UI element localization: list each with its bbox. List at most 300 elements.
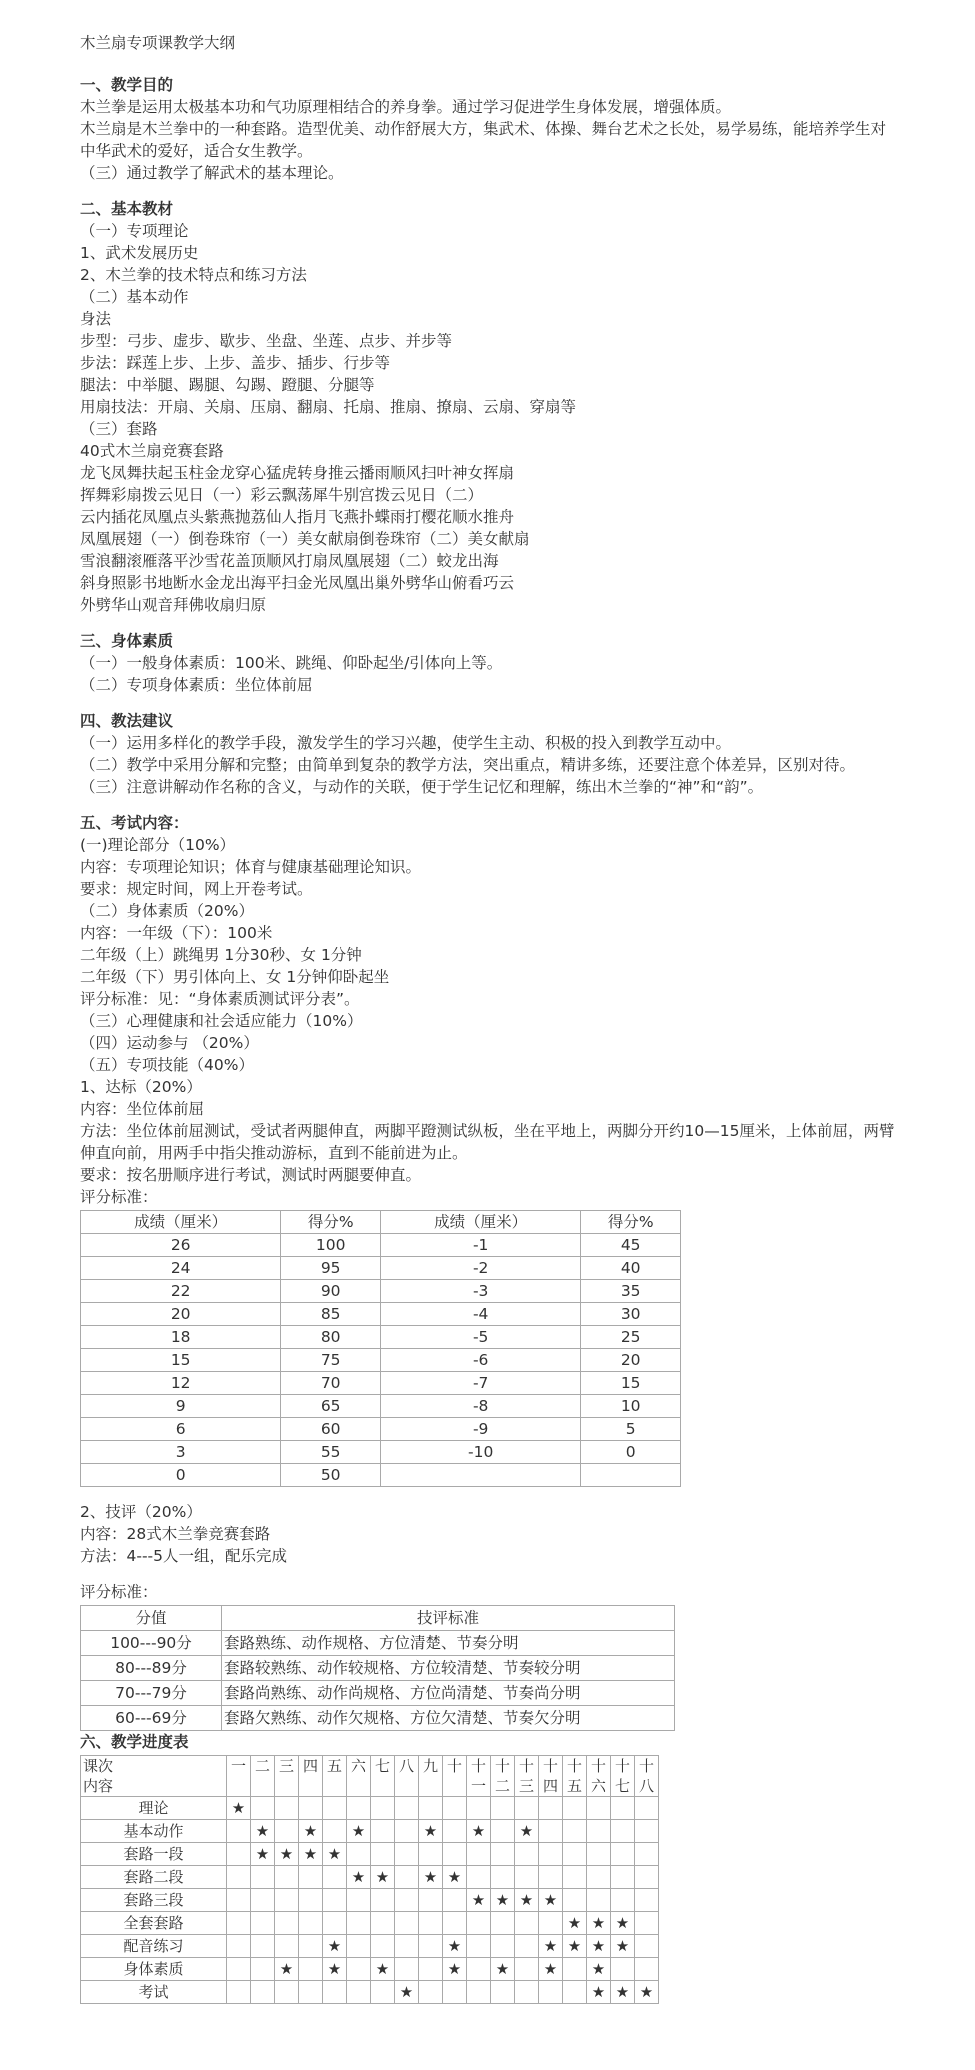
text-line: (一)理论部分（10%） <box>80 836 236 854</box>
schedule-row <box>81 1866 659 1889</box>
schedule-cell <box>611 1843 635 1866</box>
session-char: 四 <box>302 1757 318 1775</box>
schedule-cell <box>419 1889 443 1912</box>
schedule-cell <box>323 1912 347 1935</box>
schedule-cell <box>467 1866 491 1889</box>
schedule-cell <box>395 1797 419 1820</box>
schedule-cell <box>419 1843 443 1866</box>
schedule-cell <box>227 1958 251 1981</box>
schedule-row-label: 全套套路 <box>81 1912 227 1935</box>
schedule-cell <box>227 1797 251 1820</box>
schedule-cell <box>611 1866 635 1889</box>
schedule-cell <box>587 1866 611 1889</box>
section-materials <box>80 198 960 616</box>
table-cell: 65 <box>281 1395 381 1418</box>
schedule-row-label: 理论 <box>81 1797 227 1820</box>
schedule-cell <box>635 1981 659 2004</box>
star-icon: ★ <box>327 1960 342 1978</box>
doc-title: 木兰扇专项课教学大纲 <box>80 34 236 52</box>
schedule-cell <box>227 1843 251 1866</box>
star-icon: ★ <box>423 1822 438 1840</box>
schedule-cell <box>251 1889 275 1912</box>
table-row <box>81 1280 681 1303</box>
table-header: 得分% <box>281 1211 381 1234</box>
schedule-cell <box>563 1797 587 1820</box>
schedule-cell <box>587 1797 611 1820</box>
text-line: 龙飞凤舞扶起玉柱金龙穿心猛虎转身推云播雨顺风扫叶神女挥扇 <box>80 464 515 482</box>
text-line: 评分标准： <box>80 1188 158 1206</box>
star-icon: ★ <box>567 1914 582 1932</box>
schedule-cell <box>515 1820 539 1843</box>
star-icon: ★ <box>447 1960 462 1978</box>
table-cell: 20 <box>581 1349 681 1372</box>
text-line: 凤凰展翅（一）倒卷珠帘（一）美女献扇倒卷珠帘（二）美女献扇 <box>80 530 530 548</box>
schedule-cell <box>227 1889 251 1912</box>
schedule-cell <box>611 1889 635 1912</box>
paragraph: （三）注意讲解动作名称的含义，与动作的关联，便于学生记忆和理解，练出木兰拳的“神”和“韵”。 <box>80 778 764 796</box>
schedule-cell <box>563 1843 587 1866</box>
schedule-cell <box>251 1912 275 1935</box>
session-char: 十 <box>614 1757 630 1775</box>
schedule-row <box>81 1843 659 1866</box>
text-line: （四）运动参与 （20%） <box>80 1034 259 1052</box>
schedule-cell <box>611 1935 635 1958</box>
schedule-cell <box>611 1797 635 1820</box>
table-cell: 24 <box>81 1257 281 1280</box>
star-icon: ★ <box>615 1937 630 1955</box>
paragraph: （一）运用多样化的教学手段，激发学生的学习兴趣，使学生主动、积极的投入到教学互动中。 <box>80 734 732 752</box>
schedule-cell <box>299 1912 323 1935</box>
schedule-cell <box>563 1935 587 1958</box>
star-icon: ★ <box>303 1822 318 1840</box>
schedule-cell <box>539 1797 563 1820</box>
star-icon: ★ <box>447 1937 462 1955</box>
text-line: 二年级（下）男引体向上、女 1分钟仰卧起坐 <box>80 968 390 986</box>
session-char: 二 <box>254 1757 270 1775</box>
session-char: 十 <box>470 1757 486 1775</box>
schedule-cell <box>323 1843 347 1866</box>
text-line: 1、武术发展历史 <box>80 244 199 262</box>
schedule-cell <box>635 1866 659 1889</box>
star-icon: ★ <box>471 1822 486 1840</box>
schedule-cell <box>371 1981 395 2004</box>
star-icon: ★ <box>615 1983 630 2001</box>
star-icon: ★ <box>519 1891 534 1909</box>
session-header <box>587 1756 611 1797</box>
schedule-cell <box>275 1958 299 1981</box>
text-line: （二）基本动作 <box>80 288 189 306</box>
table-cell: 15 <box>581 1372 681 1395</box>
session-header <box>299 1756 323 1797</box>
star-icon: ★ <box>591 1937 606 1955</box>
schedule-cell <box>515 1797 539 1820</box>
schedule-cell <box>515 1981 539 2004</box>
star-icon: ★ <box>399 1983 414 2001</box>
schedule-cell <box>395 1981 419 2004</box>
schedule-cell <box>611 1981 635 2004</box>
schedule-cell <box>227 1912 251 1935</box>
text-line: 2、木兰拳的技术特点和练习方法 <box>80 266 307 284</box>
schedule-cell <box>275 1981 299 2004</box>
schedule-cell <box>635 1935 659 1958</box>
schedule-cell <box>347 1843 371 1866</box>
schedule-cell <box>539 1935 563 1958</box>
table-cell: 50 <box>281 1464 381 1487</box>
schedule-cell <box>563 1981 587 2004</box>
session-header <box>395 1756 419 1797</box>
schedule-cell <box>467 1935 491 1958</box>
schedule-cell <box>539 1958 563 1981</box>
schedule-cell <box>635 1912 659 1935</box>
schedule-cell <box>563 1820 587 1843</box>
schedule-cell <box>395 1843 419 1866</box>
schedule-cell <box>443 1958 467 1981</box>
section-heading: 四、教法建议 <box>80 712 174 730</box>
schedule-cell <box>299 1843 323 1866</box>
schedule-cell <box>299 1889 323 1912</box>
section-schedule <box>80 1731 960 2004</box>
table-header: 技评标准 <box>222 1606 675 1631</box>
star-icon: ★ <box>543 1960 558 1978</box>
schedule-cell <box>491 1935 515 1958</box>
schedule-cell <box>491 1958 515 1981</box>
corner-label: 课次 <box>83 1757 114 1775</box>
schedule-cell <box>299 1866 323 1889</box>
text-line: （三）心理健康和社会适应能力（10%） <box>80 1012 363 1030</box>
schedule-cell <box>635 1958 659 1981</box>
schedule-cell <box>275 1889 299 1912</box>
session-char: 十 <box>494 1757 510 1775</box>
session-char: 八 <box>638 1777 654 1795</box>
star-icon: ★ <box>255 1845 270 1863</box>
text-line: 斜身照影书地断水金龙出海平扫金光凤凰出巢外劈华山俯看巧云 <box>80 574 515 592</box>
schedule-cell <box>419 1912 443 1935</box>
schedule-cell <box>395 1958 419 1981</box>
table-header: 分值 <box>81 1606 222 1631</box>
schedule-cell <box>323 1797 347 1820</box>
schedule-row <box>81 1797 659 1820</box>
text-line: 2、技评（20%） <box>80 1503 202 1521</box>
schedule-cell <box>395 1935 419 1958</box>
schedule-row-label: 套路二段 <box>81 1866 227 1889</box>
schedule-cell <box>275 1820 299 1843</box>
star-icon: ★ <box>327 1937 342 1955</box>
star-icon: ★ <box>567 1937 582 1955</box>
schedule-cell <box>323 1935 347 1958</box>
skill-rating-table <box>80 1605 675 1731</box>
schedule-cell <box>299 1935 323 1958</box>
session-char: 二 <box>494 1777 510 1795</box>
table-cell: 套路欠熟练、动作欠规格、方位欠清楚、节奏欠分明 <box>222 1706 675 1731</box>
text-line: 评分标准：见：“身体素质测试评分表”。 <box>80 990 360 1008</box>
schedule-cell <box>491 1912 515 1935</box>
table-cell: -5 <box>380 1326 580 1349</box>
schedule-cell <box>227 1820 251 1843</box>
paragraph: （三）通过教学了解武术的基本理论。 <box>80 164 344 182</box>
schedule-cell <box>443 1935 467 1958</box>
schedule-cell <box>347 1958 371 1981</box>
table-cell: 90 <box>281 1280 381 1303</box>
schedule-cell <box>467 1912 491 1935</box>
schedule-cell <box>419 1981 443 2004</box>
schedule-cell <box>251 1981 275 2004</box>
schedule-cell <box>491 1981 515 2004</box>
corner-label: 内容 <box>83 1777 114 1795</box>
star-icon: ★ <box>351 1868 366 1886</box>
schedule-cell <box>467 1981 491 2004</box>
section-teaching-advice <box>80 710 960 798</box>
table-header: 成绩（厘米） <box>81 1211 281 1234</box>
session-char: 十 <box>638 1757 654 1775</box>
text-line: （五）专项技能（40%） <box>80 1056 254 1074</box>
table-cell: 100---90分 <box>81 1631 222 1656</box>
schedule-cell <box>443 1866 467 1889</box>
schedule-cell <box>539 1866 563 1889</box>
session-char: 三 <box>278 1757 294 1775</box>
text-line: 腿法：中举腿、踢腿、勾踢、蹬腿、分腿等 <box>80 376 375 394</box>
star-icon: ★ <box>519 1822 534 1840</box>
star-icon: ★ <box>495 1891 510 1909</box>
session-char: 十 <box>446 1757 462 1775</box>
session-char: 十 <box>590 1757 606 1775</box>
schedule-cell <box>539 1912 563 1935</box>
text-line: 评分标准： <box>80 1583 158 1601</box>
table-cell: 3 <box>81 1441 281 1464</box>
schedule-cell <box>251 1935 275 1958</box>
schedule-cell <box>371 1797 395 1820</box>
schedule-table <box>80 1755 659 2004</box>
star-icon: ★ <box>543 1891 558 1909</box>
session-header <box>419 1756 443 1797</box>
session-char: 五 <box>566 1777 582 1795</box>
session-char: 三 <box>518 1777 534 1795</box>
text-line: 方法：4---5人一组，配乐完成 <box>80 1547 288 1565</box>
star-icon: ★ <box>447 1868 462 1886</box>
star-icon: ★ <box>375 1960 390 1978</box>
session-header <box>539 1756 563 1797</box>
schedule-cell <box>323 1820 347 1843</box>
schedule-cell <box>251 1866 275 1889</box>
table-cell: 45 <box>581 1234 681 1257</box>
text-line: 要求：规定时间，网上开卷考试。 <box>80 880 313 898</box>
session-header <box>563 1756 587 1797</box>
schedule-cell <box>299 1797 323 1820</box>
schedule-cell <box>491 1820 515 1843</box>
table-row <box>81 1418 681 1441</box>
schedule-cell <box>515 1889 539 1912</box>
star-icon: ★ <box>615 1914 630 1932</box>
schedule-cell <box>251 1820 275 1843</box>
table-header: 成绩（厘米） <box>380 1211 580 1234</box>
paragraph: （二）教学中采用分解和完整；由简单到复杂的教学方法，突出重点，精讲多练，还要注意个体差异，区别对待。 <box>80 756 856 774</box>
table-cell: -3 <box>380 1280 580 1303</box>
table-header: 得分% <box>581 1211 681 1234</box>
table-cell: 60---69分 <box>81 1706 222 1731</box>
table-row <box>81 1706 675 1731</box>
schedule-cell <box>323 1981 347 2004</box>
text-line: 外劈华山观音拜佛收扇归原 <box>80 596 267 614</box>
table-cell: 6 <box>81 1418 281 1441</box>
schedule-cell <box>587 1912 611 1935</box>
schedule-cell <box>347 1912 371 1935</box>
text-line: 步型：弓步、虚步、歇步、坐盘、坐莲、点步、并步等 <box>80 332 453 350</box>
schedule-corner-header <box>81 1756 227 1797</box>
schedule-cell <box>515 1843 539 1866</box>
table-row <box>81 1656 675 1681</box>
table-cell: 22 <box>81 1280 281 1303</box>
schedule-cell <box>515 1866 539 1889</box>
schedule-cell <box>587 1843 611 1866</box>
table-cell: 80---89分 <box>81 1656 222 1681</box>
session-char: 七 <box>614 1777 630 1795</box>
schedule-cell <box>323 1958 347 1981</box>
table-cell: 100 <box>281 1234 381 1257</box>
schedule-cell <box>443 1820 467 1843</box>
session-char: 十 <box>566 1757 582 1775</box>
text-line: 内容：一年级（下）：100米 <box>80 924 273 942</box>
schedule-cell <box>371 1958 395 1981</box>
schedule-cell <box>635 1797 659 1820</box>
session-header <box>227 1756 251 1797</box>
star-icon: ★ <box>231 1799 246 1817</box>
schedule-cell <box>347 1820 371 1843</box>
schedule-cell <box>299 1958 323 1981</box>
table-cell: 35 <box>581 1280 681 1303</box>
star-icon: ★ <box>351 1822 366 1840</box>
session-char: 十 <box>518 1757 534 1775</box>
session-char: 四 <box>542 1777 558 1795</box>
schedule-cell <box>467 1797 491 1820</box>
schedule-cell <box>371 1889 395 1912</box>
schedule-cell <box>275 1912 299 1935</box>
table-cell: -8 <box>380 1395 580 1418</box>
text-line: （二）专项身体素质：坐位体前屈 <box>80 676 313 694</box>
section-heading: 三、身体素质 <box>80 632 174 650</box>
schedule-cell <box>443 1797 467 1820</box>
star-icon: ★ <box>279 1845 294 1863</box>
flexibility-score-table <box>80 1210 681 1487</box>
schedule-cell <box>467 1958 491 1981</box>
schedule-cell <box>275 1797 299 1820</box>
table-row <box>81 1464 681 1487</box>
schedule-cell <box>323 1866 347 1889</box>
session-header <box>275 1756 299 1797</box>
schedule-row-label: 套路一段 <box>81 1843 227 1866</box>
schedule-cell <box>251 1843 275 1866</box>
schedule-cell <box>299 1981 323 2004</box>
text-line: 1、达标（20%） <box>80 1078 202 1096</box>
table-row <box>81 1441 681 1464</box>
table-cell: 套路较熟练、动作较规格、方位较清楚、节奏较分明 <box>222 1656 675 1681</box>
schedule-cell <box>467 1889 491 1912</box>
schedule-cell <box>419 1797 443 1820</box>
table-row <box>81 1395 681 1418</box>
session-char: 六 <box>590 1777 606 1795</box>
schedule-row-label: 基本动作 <box>81 1820 227 1843</box>
section-exam <box>80 812 960 1731</box>
schedule-cell <box>539 1820 563 1843</box>
table-cell: -4 <box>380 1303 580 1326</box>
session-char: 一 <box>230 1757 246 1775</box>
text-line: 内容：专项理论知识；体育与健康基础理论知识。 <box>80 858 422 876</box>
session-header <box>611 1756 635 1797</box>
text-line: 二年级（上）跳绳男 1分30秒、女 1分钟 <box>80 946 362 964</box>
table-cell: 9 <box>81 1395 281 1418</box>
table-row <box>81 1681 675 1706</box>
schedule-cell <box>443 1843 467 1866</box>
section-heading: 五、考试内容： <box>80 814 189 832</box>
schedule-row-label: 配音练习 <box>81 1935 227 1958</box>
star-icon: ★ <box>495 1960 510 1978</box>
table-cell: 60 <box>281 1418 381 1441</box>
table-row <box>81 1349 681 1372</box>
schedule-cell <box>539 1843 563 1866</box>
session-header <box>467 1756 491 1797</box>
table-cell: -1 <box>380 1234 580 1257</box>
schedule-cell <box>227 1981 251 2004</box>
schedule-cell <box>563 1958 587 1981</box>
star-icon: ★ <box>375 1868 390 1886</box>
schedule-cell <box>515 1935 539 1958</box>
schedule-cell <box>347 1889 371 1912</box>
schedule-cell <box>275 1843 299 1866</box>
schedule-cell <box>395 1820 419 1843</box>
schedule-row <box>81 1981 659 2004</box>
session-header <box>443 1756 467 1797</box>
text-line: 内容：28式木兰拳竞赛套路 <box>80 1525 271 1543</box>
session-char: 七 <box>374 1757 390 1775</box>
table-row <box>81 1631 675 1656</box>
schedule-cell <box>371 1820 395 1843</box>
table-row <box>81 1234 681 1257</box>
schedule-cell <box>395 1889 419 1912</box>
text-line: 用扇技法：开扇、关扇、压扇、翻扇、托扇、推扇、撩扇、云扇、穿扇等 <box>80 398 577 416</box>
schedule-cell <box>563 1889 587 1912</box>
star-icon: ★ <box>327 1845 342 1863</box>
schedule-cell <box>491 1843 515 1866</box>
table-cell: 85 <box>281 1303 381 1326</box>
text-line: 步法：踩莲上步、上步、盖步、插步、行步等 <box>80 354 391 372</box>
schedule-row <box>81 1958 659 1981</box>
schedule-cell <box>443 1889 467 1912</box>
star-icon: ★ <box>471 1891 486 1909</box>
paragraph: 方法：坐位体前屈测试，受试者两腿伸直，两脚平蹬测试纵板，坐在平地上，两脚分开约10—15厘米，上体前屈，两臂伸直向前，用两手中指尖推动游标，直到不能前进为止。 <box>80 1122 895 1162</box>
schedule-cell <box>443 1912 467 1935</box>
schedule-cell <box>275 1935 299 1958</box>
schedule-cell <box>419 1820 443 1843</box>
session-char: 十 <box>542 1757 558 1775</box>
star-icon: ★ <box>639 1983 654 2001</box>
session-header <box>251 1756 275 1797</box>
table-cell: 40 <box>581 1257 681 1280</box>
text-line: 身法 <box>80 310 112 328</box>
schedule-cell <box>491 1866 515 1889</box>
table-row <box>81 1257 681 1280</box>
table-cell: 12 <box>81 1372 281 1395</box>
schedule-cell <box>587 1935 611 1958</box>
star-icon: ★ <box>543 1937 558 1955</box>
table-cell: 10 <box>581 1395 681 1418</box>
text-line: 内容：坐位体前屈 <box>80 1100 205 1118</box>
star-icon: ★ <box>279 1960 294 1978</box>
schedule-cell <box>539 1981 563 2004</box>
paragraph: 木兰拳是运用太极基本功和气功原理相结合的养身拳。通过学习促进学生身体发展，增强体质。 <box>80 98 732 116</box>
schedule-cell <box>371 1866 395 1889</box>
table-cell: 0 <box>81 1464 281 1487</box>
schedule-cell <box>587 1820 611 1843</box>
session-header <box>635 1756 659 1797</box>
schedule-cell <box>419 1958 443 1981</box>
